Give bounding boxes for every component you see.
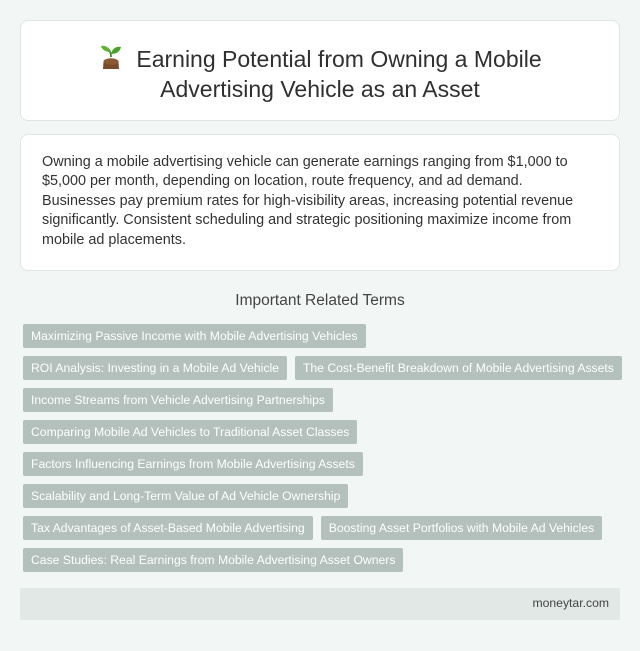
tag-row bbox=[23, 420, 623, 444]
tag-row bbox=[23, 356, 623, 380]
title-line-2: Advertising Vehicle as an Asset bbox=[160, 76, 480, 102]
related-term-tag[interactable]: Scalability and Long-Term Value of Ad Vehicle Ownership bbox=[23, 484, 348, 508]
related-term-tag[interactable]: The Cost-Benefit Breakdown of Mobile Advertising Assets bbox=[295, 356, 622, 380]
footer-site-link[interactable]: moneytar.com bbox=[532, 596, 609, 610]
related-terms-heading: Important Related Terms bbox=[235, 292, 405, 309]
related-term-tag[interactable]: Tax Advantages of Asset-Based Mobile Advertising bbox=[23, 516, 313, 540]
summary-card bbox=[20, 134, 620, 271]
footer bbox=[20, 588, 620, 620]
tag-row bbox=[23, 484, 623, 508]
related-term-tag[interactable]: Income Streams from Vehicle Advertising Partnerships bbox=[23, 388, 333, 412]
tag-row bbox=[23, 516, 623, 540]
related-term-tag[interactable]: Factors Influencing Earnings from Mobile Advertising Assets bbox=[23, 452, 363, 476]
tag-row bbox=[23, 548, 623, 572]
tag-row bbox=[23, 388, 623, 412]
tag-row bbox=[23, 324, 623, 348]
title-card bbox=[20, 20, 620, 121]
related-term-tag[interactable]: Comparing Mobile Ad Vehicles to Traditional Asset Classes bbox=[23, 420, 357, 444]
tag-row bbox=[23, 452, 623, 476]
related-term-tag[interactable]: Case Studies: Real Earnings from Mobile Advertising Asset Owners bbox=[23, 548, 403, 572]
related-term-tag[interactable]: ROI Analysis: Investing in a Mobile Ad Vehicle bbox=[23, 356, 287, 380]
summary-text: Owning a mobile advertising vehicle can generate earnings ranging from $1,000 to $5,000 per month, depending on location, route frequency, and ad demand. Businesses pay premium rates for high-visibility areas, increasing potential revenue significantly. Consistent scheduling and strategic positioning maximize income from mobile ad placements. bbox=[42, 154, 574, 248]
related-terms-list bbox=[23, 324, 623, 580]
sprout-icon bbox=[98, 43, 124, 69]
page-title bbox=[21, 43, 619, 104]
related-term-tag[interactable]: Boosting Asset Portfolios with Mobile Ad Vehicles bbox=[321, 516, 603, 540]
related-term-tag[interactable]: Maximizing Passive Income with Mobile Advertising Vehicles bbox=[23, 324, 366, 348]
title-line-1: Earning Potential from Owning a Mobile bbox=[21, 43, 619, 74]
